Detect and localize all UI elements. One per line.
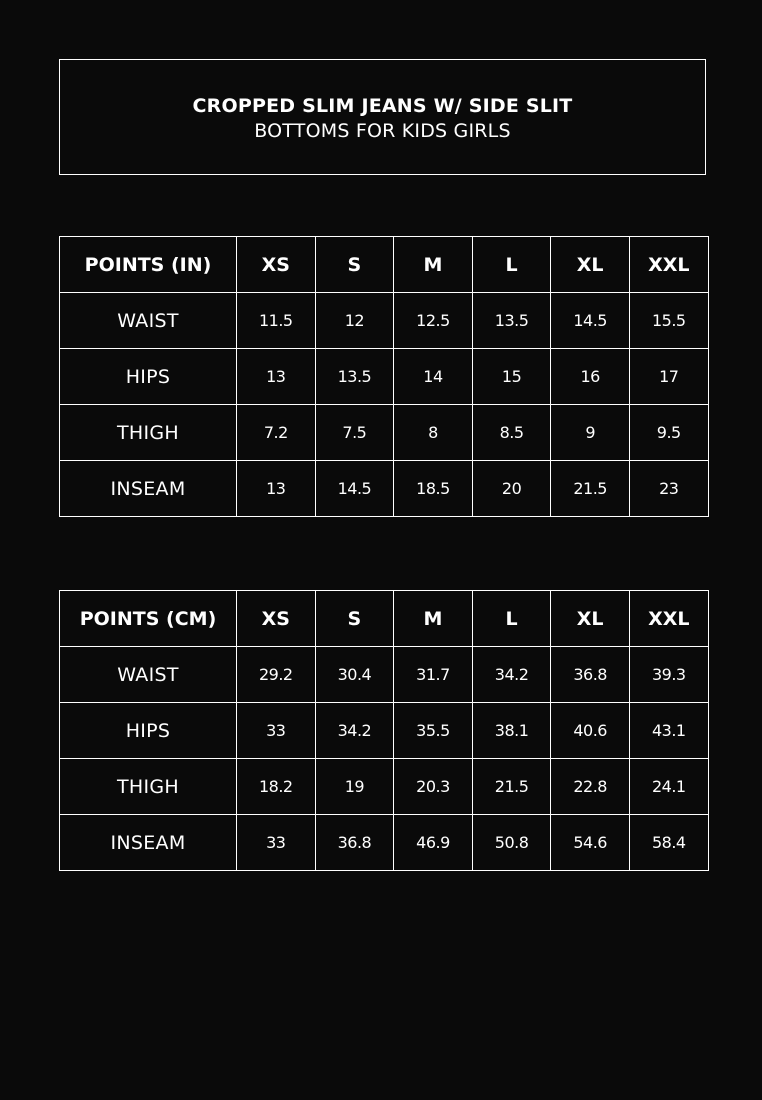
table-cell: 46.9 — [394, 815, 473, 871]
table-row — [60, 293, 709, 349]
header-size-xxl: XXL — [629, 237, 708, 293]
table-cell: 29.2 — [237, 647, 316, 703]
table-cell: 7.5 — [315, 405, 394, 461]
table-cell: 20.3 — [394, 759, 473, 815]
table-cell: 54.6 — [551, 815, 630, 871]
table-cell: 38.1 — [472, 703, 551, 759]
row-label: THIGH — [60, 759, 237, 815]
table-cell: 31.7 — [394, 647, 473, 703]
table-cell: 21.5 — [551, 461, 630, 517]
table-cell: 11.5 — [237, 293, 316, 349]
table-cell: 34.2 — [315, 703, 394, 759]
table-cell: 18.2 — [237, 759, 316, 815]
table-cell: 21.5 — [472, 759, 551, 815]
table-cell: 9 — [551, 405, 630, 461]
table-cell: 16 — [551, 349, 630, 405]
table-cell: 8.5 — [472, 405, 551, 461]
header-size-l: L — [472, 591, 551, 647]
table-cell: 19 — [315, 759, 394, 815]
table-cell: 50.8 — [472, 815, 551, 871]
table-cell: 13 — [237, 349, 316, 405]
row-label: WAIST — [60, 647, 237, 703]
table-cell: 14.5 — [315, 461, 394, 517]
header-size-xs: XS — [237, 591, 316, 647]
table-header-row — [60, 591, 709, 647]
title-box — [59, 59, 706, 175]
table-cell: 22.8 — [551, 759, 630, 815]
row-label: WAIST — [60, 293, 237, 349]
table-cell: 8 — [394, 405, 473, 461]
table-cell: 18.5 — [394, 461, 473, 517]
table-cell: 14 — [394, 349, 473, 405]
row-label: THIGH — [60, 405, 237, 461]
header-size-s: S — [315, 591, 394, 647]
table-header-row — [60, 237, 709, 293]
table-cell: 17 — [629, 349, 708, 405]
size-table-inches — [59, 236, 709, 517]
table-cell: 20 — [472, 461, 551, 517]
table-cell: 36.8 — [315, 815, 394, 871]
product-title: CROPPED SLIM JEANS W/ SIDE SLIT — [192, 94, 573, 117]
table-row — [60, 815, 709, 871]
table-row — [60, 461, 709, 517]
header-size-l: L — [472, 237, 551, 293]
table-cell: 30.4 — [315, 647, 394, 703]
table-cell: 33 — [237, 703, 316, 759]
table-cell: 58.4 — [629, 815, 708, 871]
row-label: HIPS — [60, 349, 237, 405]
header-size-m: M — [394, 237, 473, 293]
header-size-xl: XL — [551, 237, 630, 293]
table-cell: 12 — [315, 293, 394, 349]
table-cell: 7.2 — [237, 405, 316, 461]
table-cell: 34.2 — [472, 647, 551, 703]
row-label: INSEAM — [60, 815, 237, 871]
table-row — [60, 703, 709, 759]
header-points: POINTS (CM) — [60, 591, 237, 647]
table-cell: 33 — [237, 815, 316, 871]
table-cell: 43.1 — [629, 703, 708, 759]
table-row — [60, 647, 709, 703]
row-label: INSEAM — [60, 461, 237, 517]
table-cell: 13.5 — [472, 293, 551, 349]
table-cell: 40.6 — [551, 703, 630, 759]
table-cell: 24.1 — [629, 759, 708, 815]
table-row — [60, 405, 709, 461]
size-table-centimeters — [59, 590, 709, 871]
table-cell: 14.5 — [551, 293, 630, 349]
header-size-xs: XS — [237, 237, 316, 293]
table-cell: 15 — [472, 349, 551, 405]
table-row — [60, 759, 709, 815]
header-size-s: S — [315, 237, 394, 293]
table-cell: 15.5 — [629, 293, 708, 349]
header-size-xl: XL — [551, 591, 630, 647]
table-cell: 39.3 — [629, 647, 708, 703]
header-size-m: M — [394, 591, 473, 647]
table-cell: 13.5 — [315, 349, 394, 405]
table-cell: 13 — [237, 461, 316, 517]
header-size-xxl: XXL — [629, 591, 708, 647]
table-row — [60, 349, 709, 405]
header-points: POINTS (IN) — [60, 237, 237, 293]
table-cell: 9.5 — [629, 405, 708, 461]
product-category: BOTTOMS FOR KIDS GIRLS — [254, 119, 511, 142]
table-cell: 23 — [629, 461, 708, 517]
table-cell: 35.5 — [394, 703, 473, 759]
row-label: HIPS — [60, 703, 237, 759]
table-cell: 12.5 — [394, 293, 473, 349]
table-cell: 36.8 — [551, 647, 630, 703]
